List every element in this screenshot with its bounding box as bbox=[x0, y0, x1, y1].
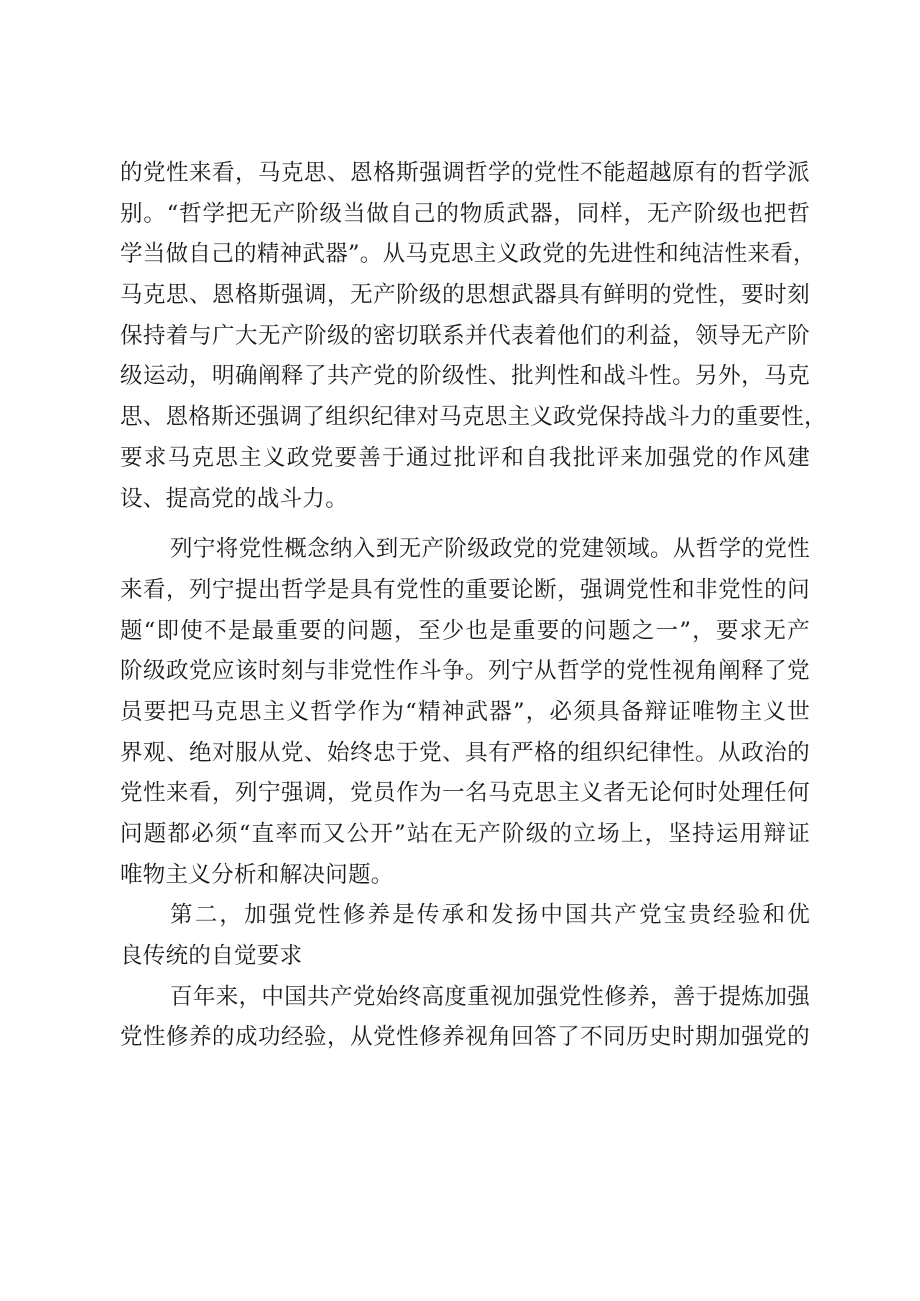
text-line: 百年来，中国共产党始终高度重视加强党性修养，善于提炼加强 bbox=[170, 983, 810, 1010]
text-line: 界观、绝对服从党、始终忠于党、具有严格的组织纪律性。从政治的 bbox=[120, 739, 810, 766]
text-line: 阶级政党应该时刻与非党性作斗争。列宁从哲学的党性视角阐释了党 bbox=[120, 658, 810, 685]
text-line: 题“即使不是最重要的问题，至少也是重要的问题之一”，要求无产 bbox=[120, 617, 810, 644]
text-line: 员要把马克思主义哲学作为“精神武器”，必须具备辩证唯物主义世 bbox=[120, 698, 810, 725]
paragraph-lenin bbox=[120, 529, 810, 895]
text-line: 马克思、恩格斯强调，无产阶级的思想武器具有鲜明的党性，要时刻 bbox=[120, 282, 810, 309]
text-line: 别。“哲学把无产阶级当做自己的物质武器，同样，无产阶级也把哲 bbox=[120, 200, 810, 227]
text-line: 级运动，明确阐释了共产党的阶级性、批判性和战斗性。另外，马克 bbox=[120, 363, 810, 390]
heading-line: 良传统的自觉要求 bbox=[120, 943, 303, 970]
document-body bbox=[120, 153, 827, 1058]
text-line: 思、恩格斯还强调了组织纪律对马克思主义政党保持战斗力的重要性， bbox=[120, 404, 827, 431]
paragraph-gap bbox=[120, 519, 810, 529]
paragraph-cpc-century bbox=[120, 977, 810, 1058]
text-line: 列宁将党性概念纳入到无产阶级政党的党建领域。从哲学的党性 bbox=[170, 536, 810, 563]
text-line: 学当做自己的精神武器”。从马克思主义政党的先进性和纯洁性来看， bbox=[120, 241, 816, 268]
text-line: 党性修养的成功经验，从党性修养视角回答了不同历史时期加强党的 bbox=[120, 1024, 810, 1051]
section-heading-second bbox=[120, 895, 810, 976]
text-line: 设、提高党的战斗力。 bbox=[120, 485, 349, 512]
heading-line: 第二，加强党性修养是传承和发扬中国共产党宝贵经验和优 bbox=[170, 902, 810, 929]
text-line: 唯物主义分析和解决问题。 bbox=[120, 861, 394, 888]
text-line: 来看，列宁提出哲学是具有党性的重要论断，强调党性和非党性的问 bbox=[120, 576, 810, 603]
text-line: 保持着与广大无产阶级的密切联系并代表着他们的利益，领导无产阶 bbox=[120, 322, 810, 349]
text-line: 的党性来看，马克思、恩格斯强调哲学的党性不能超越原有的哲学派 bbox=[120, 160, 810, 186]
text-line: 问题都必须“直率而又公开”站在无产阶级的立场上，坚持运用辩证 bbox=[120, 821, 810, 847]
paragraph-marx-engels bbox=[120, 153, 827, 519]
text-line: 要求马克思主义政党要善于通过批评和自我批评来加强党的作风建 bbox=[120, 444, 810, 471]
text-line: 党性来看，列宁强调，党员作为一名马克思主义者无论何时处理任何 bbox=[120, 780, 810, 807]
